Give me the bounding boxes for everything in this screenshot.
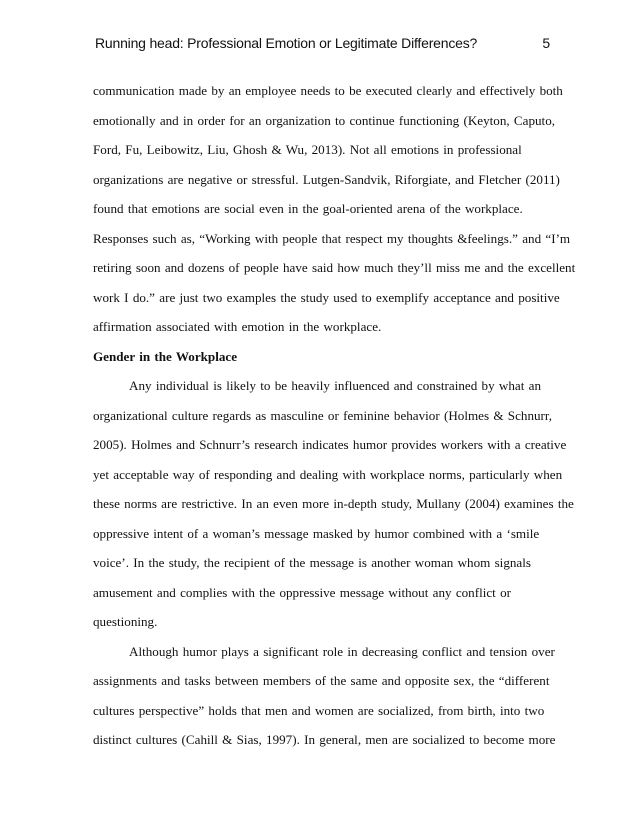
page-number: 5	[542, 35, 550, 51]
text-line: amusement and complies with the oppressive message without any conflict or	[93, 584, 511, 600]
body-text	[93, 76, 576, 755]
text-line: organizational culture regards as masculine or feminine behavior (Holmes & Schnurr,	[93, 407, 553, 423]
text-line: emotionally and in order for an organization to continue functioning (Keyton, Caputo,	[93, 112, 556, 128]
text-line: affirmation associated with emotion in the workplace.	[93, 319, 382, 334]
paragraph-gender	[93, 371, 574, 637]
text-line: oppressive intent of a woman’s message masked by humor combined with a ‘smile	[93, 525, 540, 541]
paragraph-humor	[93, 637, 556, 755]
text-line: these norms are restrictive. In an even more in-depth study, Mullany (2004) examines the	[93, 496, 574, 511]
text-line: retiring soon and dozens of people have said how much they’ll miss me and the excellent	[93, 260, 576, 275]
text-line: cultures perspective” holds that men and women are socialized, from birth, into two	[93, 702, 545, 718]
text-line: organizations are negative or stressful. Lutgen-Sandvik, Riforgiate, and Fletcher (2011)	[93, 171, 560, 187]
text-line: voice’. In the study, the recipient of the message is another woman whom signals	[93, 555, 531, 570]
text-line: Although humor plays a significant role in decreasing conflict and tension over	[129, 643, 555, 659]
section-heading: Gender in the Workplace	[93, 348, 238, 364]
running-head: Running head: Professional Emotion or Legitimate Differences?	[95, 35, 478, 51]
text-line: questioning.	[93, 614, 158, 629]
text-line: yet acceptable way of responding and dealing with workplace norms, particularly when	[93, 466, 563, 482]
text-line: Responses such as, “Working with people that respect my thoughts &feelings.” and “I’m	[93, 230, 571, 246]
text-line: assignments and tasks between members of the same and opposite sex, the “different	[93, 673, 550, 688]
text-line: found that emotions are social even in the goal-oriented arena of the workplace.	[93, 201, 523, 216]
page-header	[95, 35, 550, 55]
text-line: distinct cultures (Cahill & Sias, 1997). In general, men are socialized to become more	[93, 732, 556, 747]
text-line: work I do.” are just two examples the study used to exemplify acceptance and positive	[93, 289, 560, 305]
paragraph-continuation	[93, 76, 576, 342]
text-line: communication made by an employee needs to be executed clearly and effectively both	[93, 83, 563, 98]
text-line: Any individual is likely to be heavily influenced and constrained by what an	[129, 378, 541, 393]
text-line: 2005). Holmes and Schnurr’s research indicates humor provides workers with a creative	[93, 437, 567, 452]
text-line: Ford, Fu, Leibowitz, Liu, Ghosh & Wu, 2013). Not all emotions in professional	[93, 142, 522, 157]
